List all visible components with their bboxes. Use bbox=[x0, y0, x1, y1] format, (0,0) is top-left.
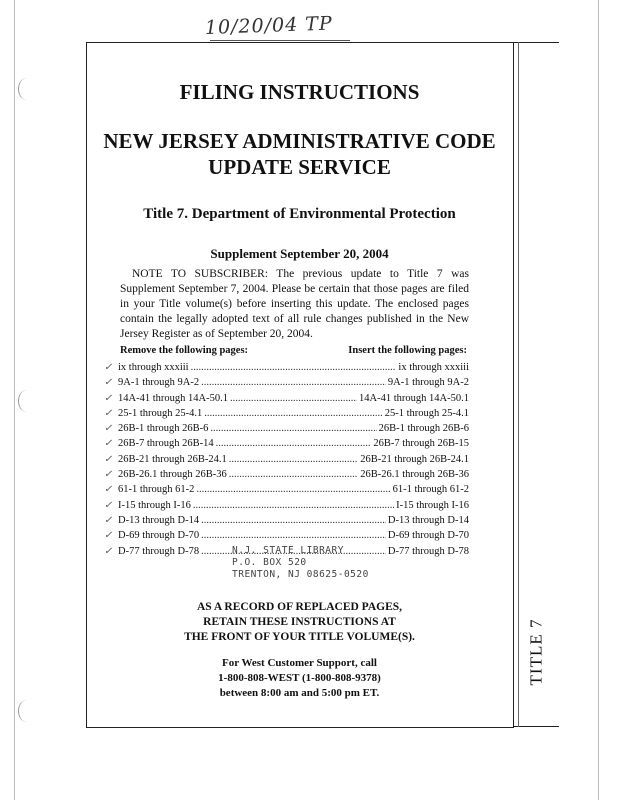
checkmark-icon: ✓ bbox=[104, 423, 113, 435]
record-line3: THE FRONT OF YOUR TITLE VOLUME(S). bbox=[184, 631, 415, 643]
support-line1: For West Customer Support, call bbox=[222, 657, 377, 669]
scan-edge-left bbox=[14, 0, 15, 800]
list-item bbox=[104, 467, 469, 482]
insert-pages: D-77 through D-78 bbox=[387, 545, 469, 557]
leader-dots bbox=[201, 375, 386, 390]
remove-pages: 9A-1 through 9A-2 bbox=[118, 377, 200, 389]
list-item bbox=[104, 421, 469, 436]
list-item bbox=[104, 406, 469, 421]
remove-pages: I-15 through I-16 bbox=[118, 499, 191, 511]
insert-pages: 26B-7 through 26B-15 bbox=[373, 438, 469, 450]
checkmark-icon: ✓ bbox=[104, 499, 113, 511]
supplement-heading: Supplement September 20, 2004 bbox=[210, 246, 389, 261]
list-item bbox=[104, 528, 469, 543]
leader-dots bbox=[196, 482, 390, 497]
record-line2: RETAIN THESE INSTRUCTIONS AT bbox=[203, 616, 396, 628]
binder-hole-middle bbox=[18, 390, 35, 412]
binder-hole-bottom bbox=[18, 700, 35, 722]
leader-dots bbox=[230, 391, 357, 406]
record-notice bbox=[86, 600, 513, 645]
binder-hole-top bbox=[18, 78, 35, 100]
list-item bbox=[104, 375, 469, 390]
checkmark-icon: ✓ bbox=[104, 377, 113, 389]
remove-pages: D-13 through D-14 bbox=[118, 514, 200, 526]
remove-pages: ix through xxxiii bbox=[118, 362, 189, 373]
leader-dots bbox=[201, 513, 386, 528]
leader-dots bbox=[210, 421, 376, 436]
insert-pages: 26B-1 through 26B-6 bbox=[378, 423, 469, 435]
note-to-subscriber: NOTE TO SUBSCRIBER: The previous update to Title 7 was Supplement September 7, 2004. Please be certain that those pages are filed in your Title volume(s) before inserting this update. The enclosed pages contain the legally adopted text of all rule changes published in the New Jersey Register as of September 20, 2004. bbox=[120, 268, 469, 340]
leader-dots bbox=[204, 406, 382, 421]
title-heading: Title 7. Department of Environmental Protection bbox=[143, 206, 456, 222]
list-item bbox=[104, 391, 469, 406]
insert-pages: ix through xxxiii bbox=[398, 362, 469, 373]
insert-column-header: Insert the following pages: bbox=[348, 345, 467, 356]
handwritten-underline bbox=[210, 40, 350, 41]
remove-pages: 26B-7 through 26B-14 bbox=[118, 438, 214, 450]
leader-dots bbox=[229, 467, 358, 482]
stamp-line3: TRENTON, NJ 08625-0520 bbox=[232, 569, 369, 580]
page-list bbox=[104, 360, 469, 559]
checkmark-icon: ✓ bbox=[104, 469, 113, 481]
frame-bottom-extension bbox=[513, 726, 559, 727]
checkmark-icon: ✓ bbox=[104, 392, 113, 404]
remove-pages: 25-1 through 25-4.1 bbox=[118, 407, 203, 419]
customer-support bbox=[86, 656, 513, 701]
frame-top-extension bbox=[513, 42, 559, 43]
support-line3: between 8:00 am and 5:00 pm ET. bbox=[219, 687, 380, 699]
handwritten-note: 10/20/04 TP bbox=[204, 12, 334, 39]
code-heading-line1: NEW JERSEY ADMINISTRATIVE CODE bbox=[103, 129, 496, 153]
leader-dots bbox=[201, 528, 386, 543]
scan-edge-right bbox=[598, 0, 599, 800]
remove-pages: 26B-21 through 26B-24.1 bbox=[118, 453, 227, 465]
insert-pages: 14A-41 through 14A-50.1 bbox=[359, 392, 469, 404]
list-item bbox=[104, 360, 469, 375]
remove-pages: D-69 through D-70 bbox=[118, 530, 200, 542]
leader-dots bbox=[216, 436, 372, 451]
insert-pages: 61-1 through 61-2 bbox=[392, 484, 469, 496]
list-item bbox=[104, 436, 469, 451]
checkmark-icon: ✓ bbox=[104, 514, 113, 526]
library-stamp bbox=[232, 545, 369, 581]
title-tab-label: TITLE 7 bbox=[526, 618, 546, 686]
checkmark-icon: ✓ bbox=[104, 362, 113, 373]
checkmark-icon: ✓ bbox=[104, 530, 113, 542]
insert-pages: 9A-1 through 9A-2 bbox=[387, 377, 469, 389]
insert-pages: 26B-26.1 through 26B-36 bbox=[360, 469, 469, 481]
insert-pages: 25-1 through 25-4.1 bbox=[384, 407, 469, 419]
support-line2: 1-800-808-WEST (1-800-808-9378) bbox=[218, 672, 381, 684]
remove-column-header: Remove the following pages: bbox=[120, 345, 249, 356]
checkmark-icon: ✓ bbox=[104, 484, 113, 496]
code-heading-line2: UPDATE SERVICE bbox=[208, 155, 391, 179]
checkmark-icon: ✓ bbox=[104, 438, 113, 450]
leader-dots bbox=[193, 498, 394, 513]
insert-pages: D-13 through D-14 bbox=[387, 514, 469, 526]
title-tab bbox=[512, 604, 560, 700]
leader-dots bbox=[191, 360, 397, 375]
remove-pages: 61-1 through 61-2 bbox=[118, 484, 195, 496]
insert-pages: 26B-21 through 26B-24.1 bbox=[360, 453, 469, 465]
stamp-line2: P.O. BOX 520 bbox=[232, 557, 307, 568]
list-item bbox=[104, 513, 469, 528]
checkmark-icon: ✓ bbox=[104, 453, 113, 465]
record-line1: AS A RECORD OF REPLACED PAGES, bbox=[196, 601, 403, 613]
checkmark-icon: ✓ bbox=[104, 545, 113, 557]
list-item bbox=[104, 452, 469, 467]
checkmark-icon: ✓ bbox=[104, 407, 113, 419]
list-item bbox=[104, 498, 469, 513]
remove-pages: 26B-26.1 through 26B-36 bbox=[118, 469, 227, 481]
leader-dots bbox=[229, 452, 358, 467]
remove-pages: 14A-41 through 14A-50.1 bbox=[118, 392, 228, 404]
remove-pages: D-77 through D-78 bbox=[118, 545, 200, 557]
list-item bbox=[104, 482, 469, 497]
insert-pages: D-69 through D-70 bbox=[387, 530, 469, 542]
filing-instructions-heading: FILING INSTRUCTIONS bbox=[179, 80, 420, 104]
remove-pages: 26B-1 through 26B-6 bbox=[118, 423, 209, 435]
stamp-line1: N.J. STATE LIBRARY bbox=[232, 545, 344, 556]
code-heading bbox=[86, 128, 513, 180]
insert-pages: I-15 through I-16 bbox=[396, 499, 469, 511]
